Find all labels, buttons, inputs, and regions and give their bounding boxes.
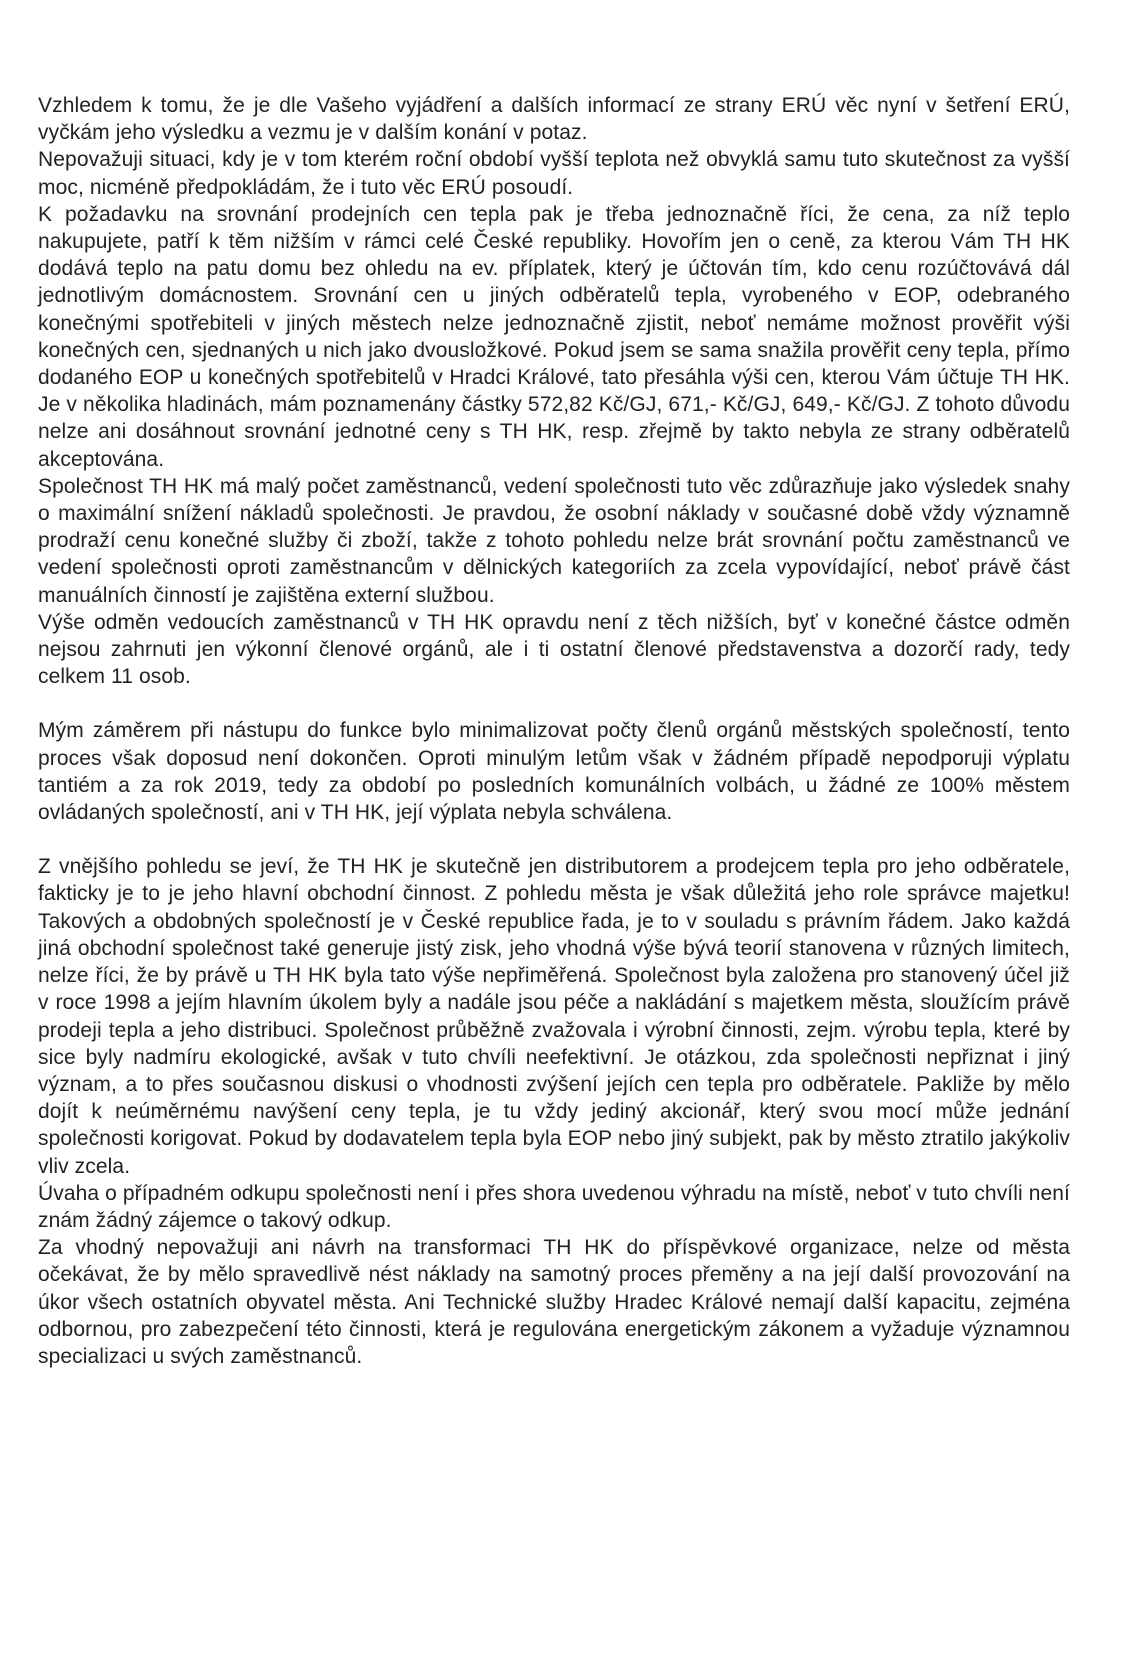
paragraph-gap [38, 690, 1070, 717]
paragraph-gap [38, 826, 1070, 853]
paragraph-buyout: Úvaha o případném odkupu společnosti není i přes shora uvedenou výhradu na místě, neboť v tuto chvíli není znám žádný zájemce o takový odkup. [38, 1181, 1070, 1232]
paragraph-employee-count: Společnost TH HK má malý počet zaměstnanců, vedení společnosti tuto věc zdůrazňuje jako výsledek snahy o maximální snížení nákladů společnosti. Je pravdou, že osobní náklady v současné době vždy významně prodraží cenu konečné služby či zboží, takže z tohoto pohledu nelze brát srovnání počtu zaměstnanců ve vedení společnosti oproti zaměstnancům v dělnických kategoriích za zcela vypovídající, neboť právě část manuálních činností je zajištěna externí službou. [38, 474, 1070, 607]
paragraph-management-bonuses: Výše odměn vedoucích zaměstnanců v TH HK opravdu není z těch nižších, byť v konečné částce odměn nejsou zahrnuti jen výkonní členové orgánů, ale i ti ostatní členové představenstva a dozorčí rady, tedy celkem 11 osob. [38, 610, 1070, 689]
paragraph-transformation: Za vhodný nepovažuji ani návrh na transformaci TH HK do příspěvkové organizace, nelze od města očekávat, že by mělo spravedlivě nést náklady na samotný proces přeměny a na její další provozování na úkor všech ostatních obyvatel města. Ani Technické služby Hradec Králové nemají další kapacitu, zejména odbornou, pro zabezpečení této činnosti, která je regulována energetickým zákonem a vyžaduje významnou specializaci u svých zaměstnanců. [38, 1236, 1070, 1368]
letter-page [38, 92, 1070, 1370]
paragraph-force-majeure: Nepovažuji situaci, kdy je v tom kterém roční období vyšší teplota než obvyklá samu tuto skutečnost za vyšší moc, nicméně předpokládám, že i tuto věc ERÚ posoudí. [38, 148, 1070, 199]
paragraph-company-role: Z vnějšího pohledu se jeví, že TH HK je skutečně jen distributorem a prodejcem tepla pro jeho odběratele, fakticky je to je jeho hlavní obchodní činnost. Z pohledu města je však důležitá jeho role správce majetku! Takových a obdobných společností je v České republice řada, je to v souladu s právním řádem. Jako každá jiná obchodní společnost také generuje jistý zisk, jeho vhodná výše bývá teorií stanovena v různých limitech, nelze říci, že by právě u TH HK byla tato výše nepřiměřená. Společnost byla založena pro stanovený účel již v roce 1998 a jejím hlavním úkolem byly a nadále jsou péče a nakládání s majetkem města, sloužícím právě prodeji tepla a jeho distribuci. Společnost průběžně zvažovala i výrobní činnosti, zejm. výrobu tepla, které by sice byly nadmíru ekologické, avšak v tuto chvíli neefektivní. Je otázkou, zda společnosti nepřiznat i jiný význam, a to přes současnou diskusi o vhodnosti zvýšení jejích cen tepla pro odběratele. Pakliže by mělo dojít k neúměrnému navýšení ceny tepla, je tu vždy jediný akcionář, který svou mocí může jednání společnosti korigovat. Pokud by dodavatelem tepla byla EOP nebo jiný subjekt, pak by město ztratilo jakýkoliv vliv zcela. [38, 855, 1070, 1178]
paragraph-heat-price-comparison: K požadavku na srovnání prodejních cen tepla pak je třeba jednoznačně říci, že cena, za níž teplo nakupujete, patří k těm nižším v rámci celé České republiky. Hovořím jen o ceně, za kterou Vám TH HK dodává teplo na patu domu bez ohledu na ev. příplatek, který je účtován tím, kdo cenu rozúčtovává dál jednotlivým domácnostem. Srovnání cen u jiných odběratelů tepla, vyrobeného v EOP, odebraného konečnými spotřebiteli v jiných městech nelze jednoznačně zjistit, neboť nemáme možnost prověřit výši konečných cen, sjednaných u nich jako dvousložkové. Pokud jsem se sama snažila prověřit ceny tepla, přímo dodaného EOP u konečných spotřebitelů v Hradci Králové, tato přesáhla výši cen, kterou Vám účtuje TH HK. Je v několika hladinách, mám poznamenány částky 572,82 Kč/GJ, 671,- Kč/GJ, 649,- Kč/GJ. Z tohoto důvodu nelze ani dosáhnout srovnání jednotné ceny s TH HK, resp. zřejmě by takto nebyla ze strany odběratelů akceptována. [38, 202, 1070, 471]
paragraph-eru-investigation: Vzhledem k tomu, že je dle Vašeho vyjádření a dalších informací ze strany ERÚ věc nyní v šetření ERÚ, vyčkám jeho výsledku a vezmu je v dalším konání v potaz. [38, 94, 1070, 145]
paragraph-board-members: Mým záměrem při nástupu do funkce bylo minimalizovat počty členů orgánů městských společností, tento proces však doposud není dokončen. Oproti minulým letům však v žádném případě nepodporuji výplatu tantiém a za rok 2019, tedy za období po posledních komunálních volbách, u žádné ze 100% městem ovládaných společností, ani v TH HK, její výplata nebyla schválena. [38, 719, 1070, 825]
